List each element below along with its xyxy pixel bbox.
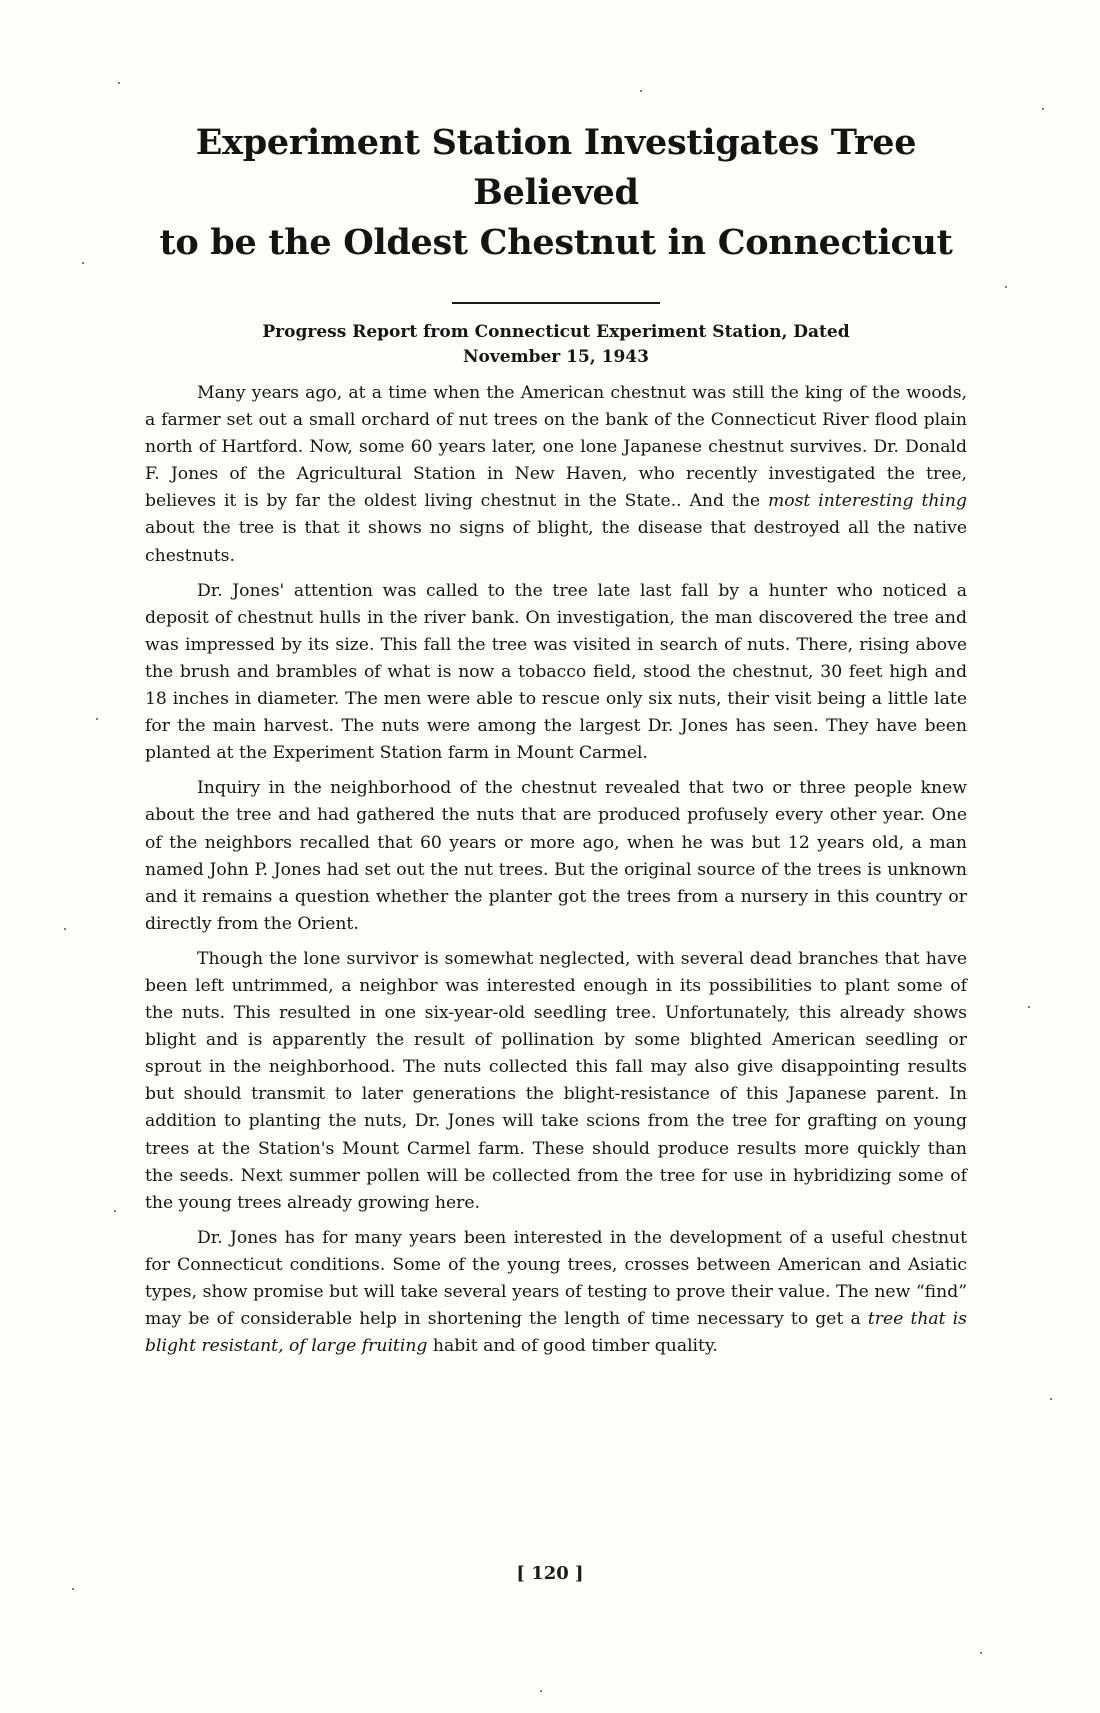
- scan-speck: [1005, 286, 1007, 288]
- paragraph-4: Though the lone survivor is somewhat neglected, with several dead branches that have been left untrimmed, a neighbor was interested enough in its possibilities to plant some of the nuts. This resulted in one six-year-old seedling tree. Unfortunately, this already shows blight and is apparently the result of pollination by some blighted American seedling or sprout in the neighborhood. The nuts collected this fall may also give disappointing results but should transmit to later generations the blight-resistance of this Japanese parent. In addition to planting the nuts, Dr. Jones will take scions from the tree for grafting on young trees at the Station's Mount Carmel farm. These should produce results more quickly than the seeds. Next summer pollen will be collected from the tree for use in hybridizing some of the young trees already growing here.: [145, 948, 967, 1213]
- scan-speck: [72, 1588, 74, 1590]
- subtitle-line-1: Progress Report from Connecticut Experiment Station, Dated: [262, 322, 850, 342]
- article-body: [145, 380, 967, 1360]
- title-divider: [452, 302, 660, 304]
- scan-speck: [114, 1210, 116, 1212]
- page-number: [ 120 ]: [516, 1563, 584, 1584]
- scan-speck: [1028, 1006, 1030, 1008]
- title-line-2: to be the Oldest Chestnut in Connecticut: [159, 222, 953, 263]
- paragraph-1: [145, 380, 967, 570]
- subtitle-line-2: November 15, 1943: [463, 347, 649, 367]
- scan-speck: [96, 718, 98, 720]
- paragraph-5-emphasis: tree that is blight resistant, of large fruiting: [145, 1309, 967, 1357]
- scan-speck: [1050, 1398, 1052, 1400]
- scan-speck: [82, 262, 84, 264]
- scan-speck: [980, 1652, 982, 1654]
- scan-speck: [1042, 108, 1044, 110]
- paragraph-5: [145, 1225, 967, 1360]
- paragraph-1-text-b: about the tree is that it shows no signs of blight, the disease that destroyed all the native chestnuts.: [145, 518, 967, 566]
- paragraph-1-emphasis: most interesting thing: [767, 491, 967, 512]
- paragraph-2: Dr. Jones' attention was called to the tree late last fall by a hunter who noticed a deposit of chestnut hulls in the river bank. On investigation, the man discovered the tree and was impressed by its size. This fall the tree was visited in search of nuts. There, rising above the brush and brambles of what is now a tobacco field, stood the chestnut, 30 feet high and 18 inches in diameter. The men were able to rescue only six nuts, their visit being a little late for the main harvest. The nuts were among the largest Dr. Jones has seen. They have been planted at the Experiment Station farm in Mount Carmel.: [145, 580, 967, 764]
- article: [145, 118, 967, 1368]
- paragraph-5-text-b: habit and of good timber quality.: [427, 1336, 718, 1357]
- scan-speck: [118, 82, 120, 84]
- scan-speck: [640, 90, 642, 92]
- title-line-1: Experiment Station Investigates Tree Believed: [195, 122, 917, 213]
- paragraph-5-text-a: Dr. Jones has for many years been interested in the development of a useful chestnut for Connecticut conditions. Some of the young trees, crosses between American and Asiatic types, show promise but will take several years of testing to prove their value. The new “find” may be of considerable help in shortening the length of time necessary to get a: [145, 1227, 967, 1330]
- scan-speck: [64, 928, 66, 930]
- paragraph-1-text-a: Many years ago, at a time when the American chestnut was still the king of the woods, a farmer set out a small orchard of nut trees on the bank of the Connecticut River flood plain north of Hartford. Now, some 60 years later, one lone Japanese chestnut survives. Dr. Donald F. Jones of the Agricultural Station in New Haven, who recently investigated the tree, believes it is by far the oldest living chestnut in the State.. And the: [145, 383, 967, 512]
- paragraph-3: Inquiry in the neighborhood of the chestnut revealed that two or three people knew about the tree and had gathered the nuts that are produced profusely every other year. One of the neighbors recalled that 60 years or more ago, when he was but 12 years old, a man named John P. Jones had set out the nut trees. But the original source of the trees is unknown and it remains a question whether the planter got the trees from a nursery in this country or directly from the Orient.: [145, 778, 967, 934]
- article-subtitle: [145, 320, 967, 370]
- scan-speck: [540, 1690, 542, 1692]
- article-title: [145, 118, 967, 268]
